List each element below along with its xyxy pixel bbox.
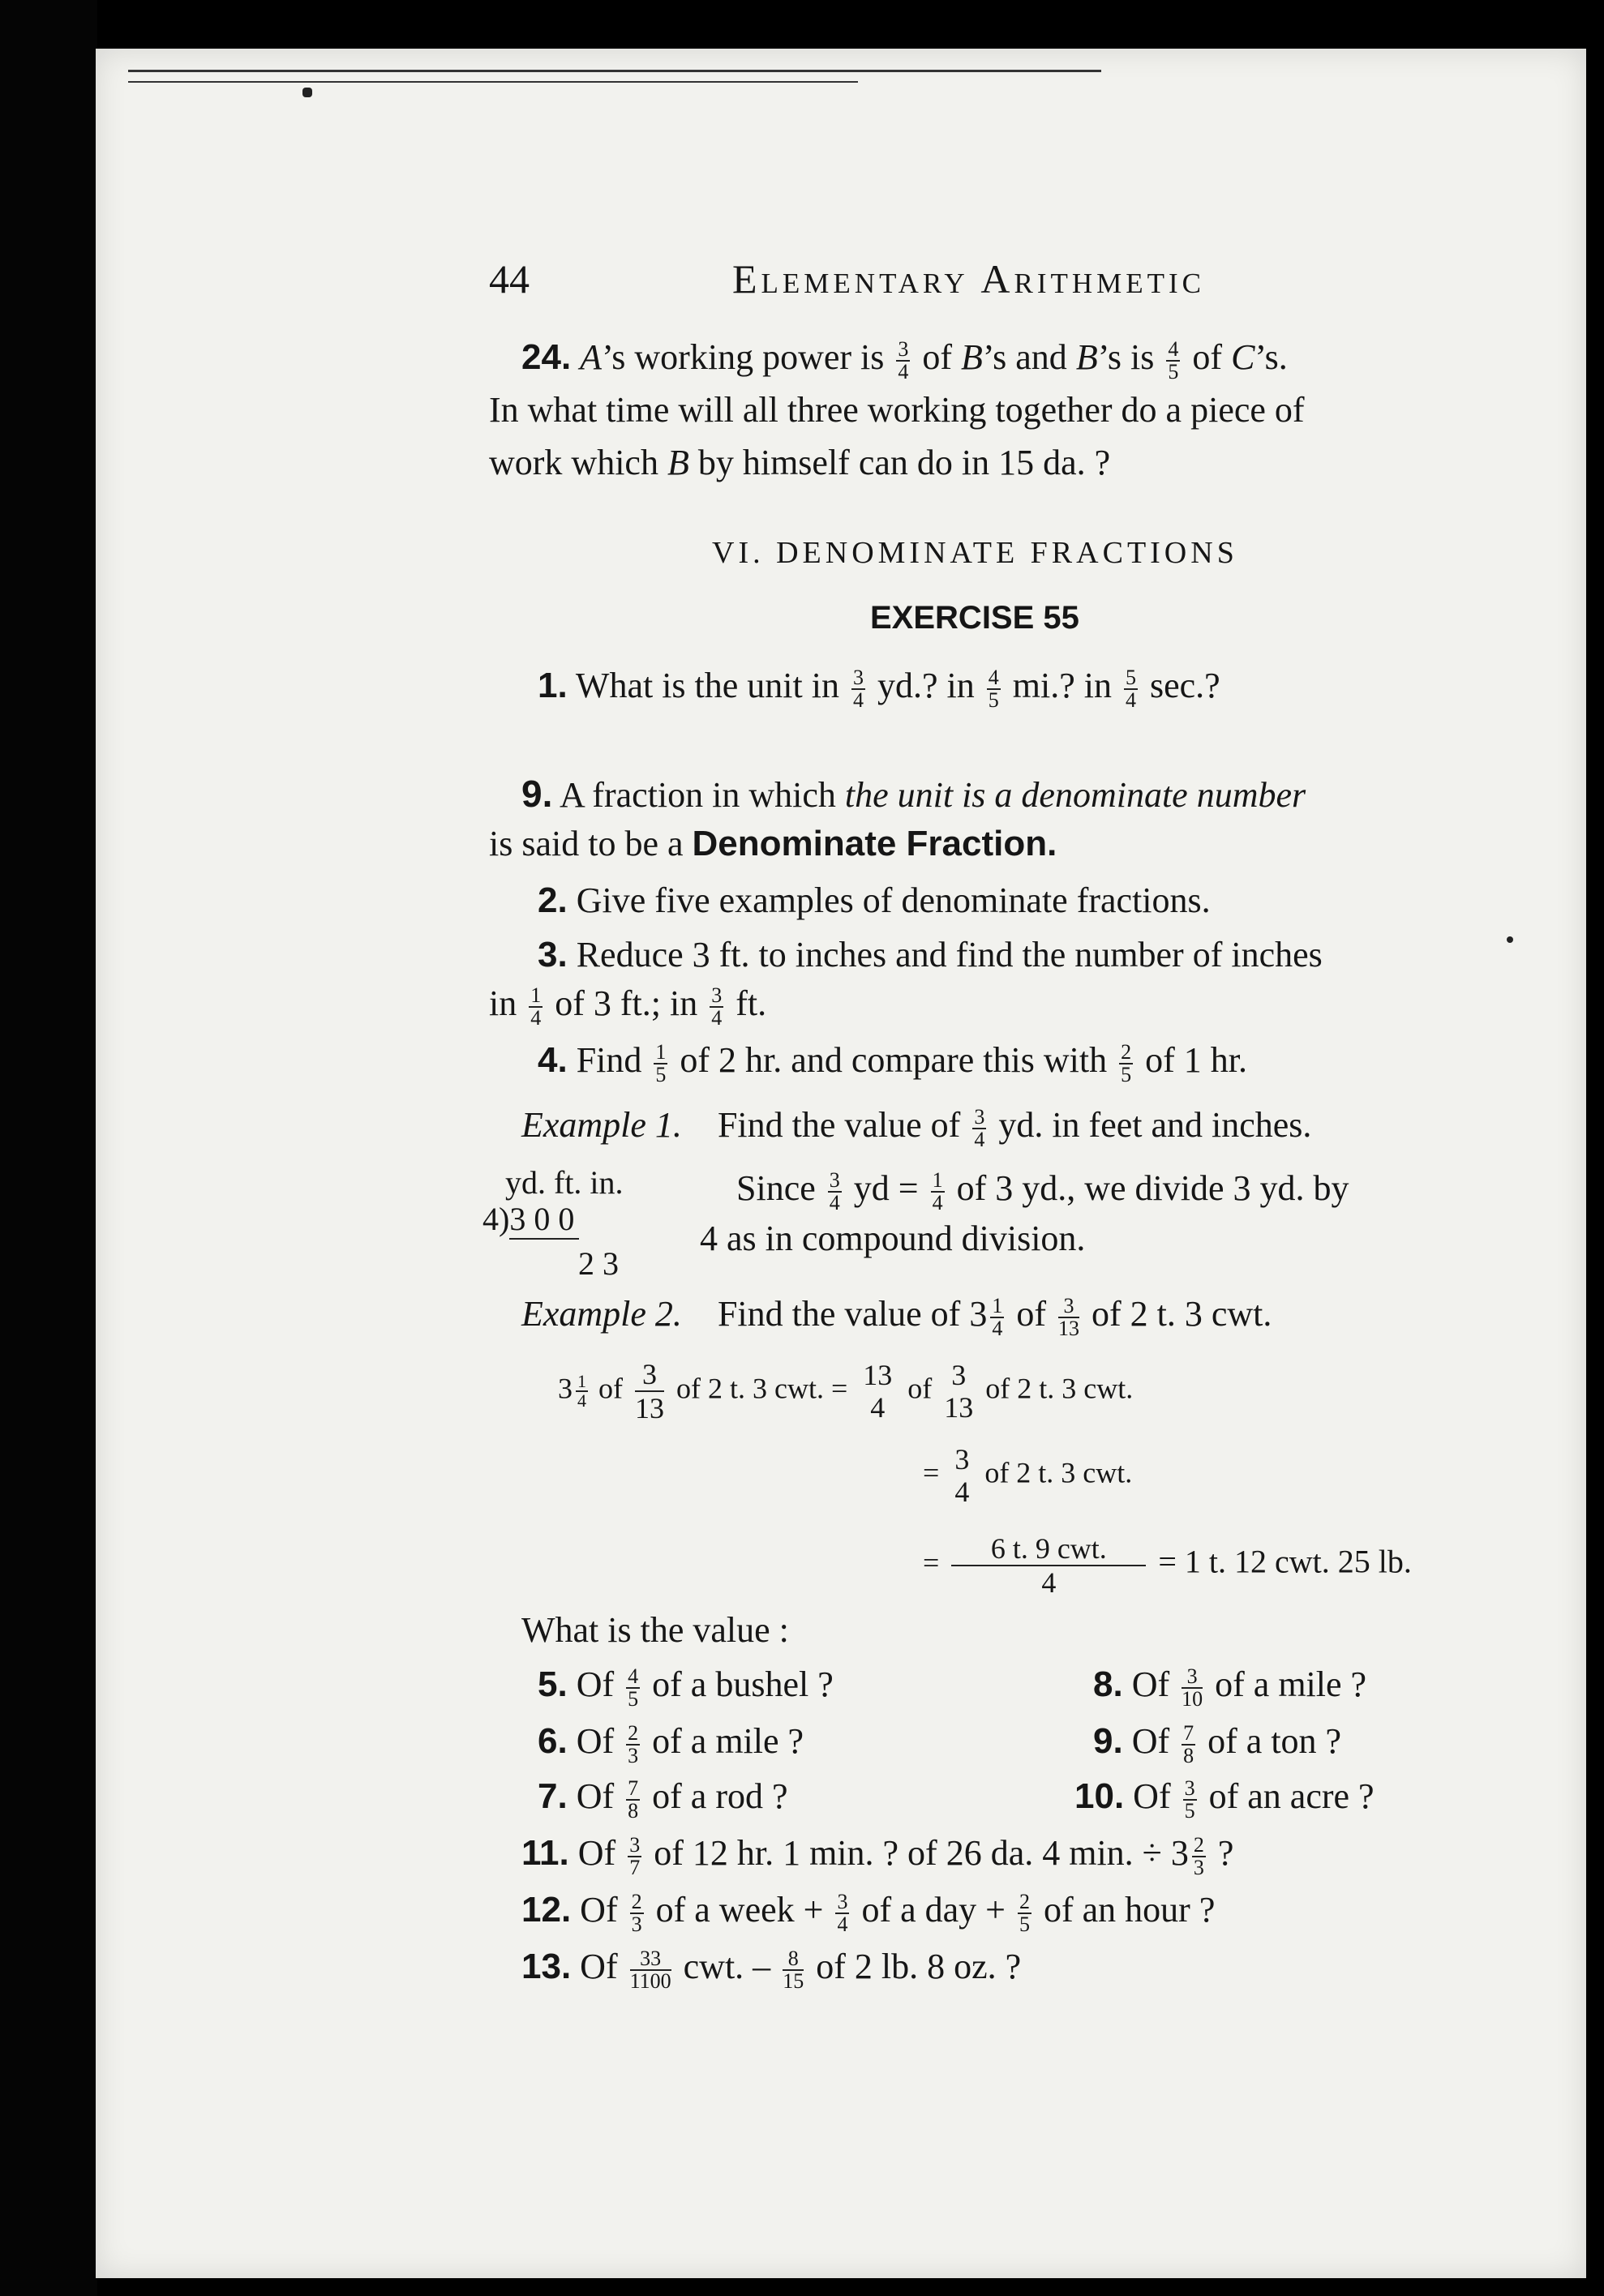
- fraction: 3 4: [954, 1443, 970, 1508]
- example-1-explanation-line2: 4 as in compound division.: [700, 1219, 1086, 1258]
- exercise-10: 10. Of $\frac{3}{5}$ of an acre ?: [1074, 1776, 1375, 1823]
- fraction: $\frac{4}{5}$: [988, 665, 999, 712]
- fraction: $\frac{4}{5}$: [628, 1664, 639, 1711]
- definition-9-line2: is said to be a Denominate Fraction.: [489, 824, 1057, 863]
- fraction: $\frac{3}{4}$: [898, 336, 909, 383]
- fraction: $\frac{3}{4}$: [974, 1104, 985, 1151]
- problem-24-line2: In what time will all three working together do a piece of: [489, 390, 1305, 430]
- fraction: $\frac{1}{4}$: [992, 1293, 1003, 1340]
- exercise-3-line1: 3. Reduce 3 ft. to inches and find the number of inches: [538, 935, 1323, 975]
- example-2-work-line2: = 3 4 of 2 t. 3 cwt.: [923, 1443, 1133, 1508]
- example-1-heading: Example 1. Find the value of $\frac{3}{4}$ yd. in feet and inches.: [521, 1104, 1312, 1151]
- ink-speck: [302, 88, 312, 97]
- fraction: $\frac{3}{13}$: [635, 1358, 664, 1424]
- fraction: $\frac{1}{5}$: [655, 1039, 667, 1086]
- fraction: $\frac{5}{4}$: [1125, 665, 1136, 712]
- fraction: $\frac{2}{3}$: [1193, 1832, 1204, 1879]
- fraction: $\frac{3}{4}$: [837, 1889, 848, 1936]
- fraction: $\frac{8}{15}$: [783, 1946, 804, 1993]
- running-title: Elementary Arithmetic: [732, 256, 1206, 302]
- fraction: $\frac{1}{4}$: [577, 1371, 586, 1411]
- ink-speck: [1507, 936, 1513, 943]
- fraction: $\frac{3}{7}$: [629, 1832, 641, 1879]
- exercise-6: 6. Of $\frac{2}{3}$ of a mile ?: [538, 1720, 804, 1767]
- exercise-4: 4. Find $\frac{1}{5}$ of 2 hr. and compare this with $\frac{2}{5}$ of 1 hr.: [538, 1039, 1247, 1086]
- book-page: [96, 49, 1586, 2278]
- fraction: $\frac{7}{8}$: [628, 1776, 639, 1823]
- fraction: $\frac{2}{5}$: [1121, 1039, 1132, 1086]
- example-1-explanation-line1: Since $\frac{3}{4}$ yd = $\frac{1}{4}$ of 3 yd., we divide 3 yd. by: [736, 1167, 1349, 1214]
- example-2-work-line1: 3 $\frac{1}{4}$ of $\frac{3}{13}$ of 2 t. 3 cwt. = 13 4 of 3 13 of 2 t. 3 cwt.: [558, 1358, 1134, 1424]
- exercise-13: 13. Of $\frac{33}{1100}$ cwt. – $\frac{8}{15}$ of 2 lb. 8 oz. ?: [521, 1946, 1022, 1993]
- exercise-5: 5. Of $\frac{4}{5}$ of a bushel ?: [538, 1664, 834, 1711]
- example-2-heading: Example 2. Find the value of 3 $\frac{1}{4}$ of $\frac{3}{13}$ of 2 t. 3 cwt.: [521, 1293, 1272, 1340]
- fraction: $\frac{7}{8}$: [1183, 1720, 1194, 1767]
- page-edge-line: [128, 81, 858, 83]
- fraction: $\frac{4}{5}$: [1168, 336, 1179, 383]
- problem-24-line1: 24. A’s working power is $\frac{3}{4}$ of B’s and B’s is $\frac{4}{5}$ of C’s.: [521, 336, 1288, 383]
- fraction: $\frac{\text{6 t. 9 cwt.}}{4}$: [951, 1532, 1146, 1599]
- section-title: VI. DENOMINATE FRACTIONS: [712, 536, 1238, 570]
- fraction: $\frac{2}{5}$: [1019, 1889, 1030, 1936]
- exercise-12: 12. Of $\frac{2}{3}$ of a week + $\frac{3}{4}$ of a day + $\frac{2}{5}$ of an hour ?: [521, 1889, 1216, 1936]
- fraction: $\frac{1}{4}$: [530, 983, 542, 1030]
- fraction: $\frac{33}{1100}$: [629, 1946, 671, 1993]
- exercise-11: 11. Of $\frac{3}{7}$ of 12 hr. 1 min. ? of 26 da. 4 min. ÷ 3 $\frac{2}{3}$ ?: [521, 1832, 1234, 1879]
- division-dividend: 4)3 0 0: [482, 1200, 579, 1240]
- scan-border: [0, 0, 97, 2296]
- division-quotient: 2 3: [578, 1245, 619, 1282]
- fraction: 13 4: [863, 1359, 893, 1424]
- exercise-8: 8. Of $\frac{3}{10}$ of a mile ?: [1093, 1664, 1367, 1711]
- definition-9-line1: 9. A fraction in which the unit is a denominate number: [521, 773, 1306, 815]
- exercise-title: EXERCISE 55: [870, 600, 1079, 636]
- fraction: $\frac{2}{3}$: [628, 1720, 639, 1767]
- fraction: $\frac{3}{10}$: [1182, 1664, 1203, 1711]
- exercise-2: 2. Give five examples of denominate fractions.: [538, 880, 1211, 920]
- exercise-1: 1. What is the unit in $\frac{3}{4}$ yd.? in $\frac{4}{5}$ mi.? in $\frac{5}{4}$ sec.?: [538, 665, 1220, 712]
- example-2-work-line3: = $\frac{\text{6 t. 9 cwt.}}{4}$ = 1 t. 12 cwt. 25 lb.: [923, 1532, 1412, 1599]
- division-units: yd. ft. in.: [505, 1164, 624, 1201]
- value-prompt: What is the value :: [521, 1610, 789, 1650]
- fraction: $\frac{2}{3}$: [631, 1889, 642, 1936]
- exercise-7: 7. Of $\frac{7}{8}$ of a rod ?: [538, 1776, 788, 1823]
- problem-24-line3: work which B by himself can do in 15 da. ?: [489, 443, 1111, 482]
- exercise-9: 9. Of $\frac{7}{8}$ of a ton ?: [1093, 1720, 1342, 1767]
- exercise-3-line2: in $\frac{1}{4}$ of 3 ft.; in $\frac{3}{4}$ ft.: [489, 983, 767, 1030]
- fraction: $\frac{3}{4}$: [711, 983, 723, 1030]
- fraction: $\frac{3}{4}$: [829, 1167, 840, 1214]
- fraction: $\frac{3}{13}$: [1057, 1293, 1079, 1340]
- fraction: $\frac{3}{4}$: [852, 665, 864, 712]
- page-edge-line: [128, 70, 1101, 72]
- page-number: 44: [489, 256, 530, 302]
- fraction: $\frac{1}{4}$: [932, 1167, 943, 1214]
- fraction: $\frac{3}{5}$: [1184, 1776, 1195, 1823]
- fraction: 3 13: [944, 1359, 974, 1424]
